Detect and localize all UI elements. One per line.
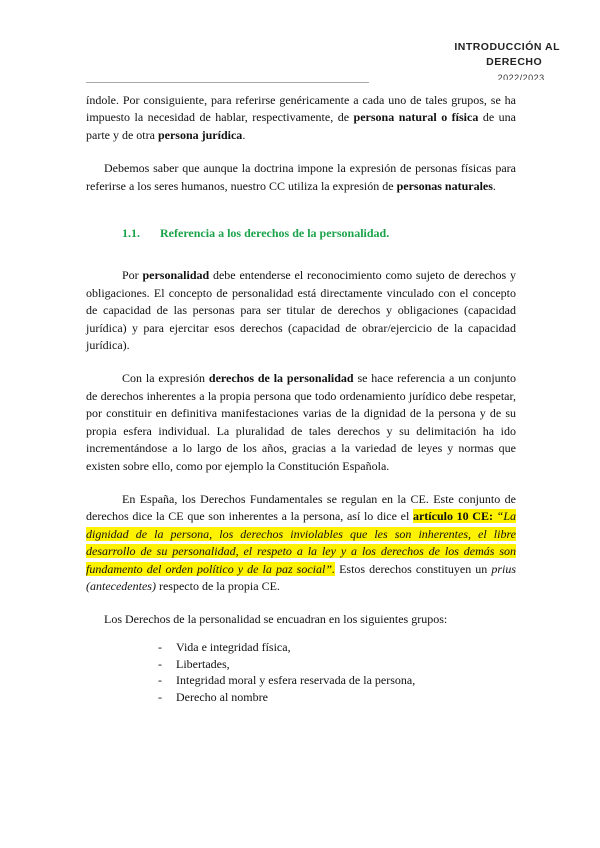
term-persona-juridica: persona jurídica: [157, 127, 243, 142]
paragraph-derechos-personalidad: Con la expresión derechos de la personalidad se hace referencia a un conjunto de derechos inherentes a la propia persona que todo ordenamiento jurídico debe respetar, por constituir en definitiva manifestaciones varias de la dignidad de la persona y de su propia esfera individual. La pluralidad de tales derechos y su delimitación ha ido incrementándose a lo largo de los años, gracias a la variedad de leyes y normas que existen sobre ello, como por ejemplo la Constitución Española.: [86, 371, 516, 473]
list-item: - Vida e integridad física,: [158, 639, 516, 656]
list-item: - Integridad moral y esfera reservada de la persona,: [158, 672, 516, 689]
article-reference: artículo 10 CE:: [412, 509, 493, 524]
header-title-line2: DERECHO: [486, 56, 543, 68]
section-heading: [122, 225, 516, 242]
section-title: Referencia a los derechos de la personalidad.: [160, 226, 390, 241]
term-personalidad: personalidad: [142, 268, 210, 283]
section-number: 1.1.: [122, 226, 140, 241]
header-rule: [86, 82, 369, 83]
article-quote: “La dignidad de la persona, los derechos inviolables que les son inherentes, el libre desarrollo de su personalidad, el respeto a la ley y a los derechos de los demás son fundamento del orden político y de la paz social”.: [86, 509, 516, 576]
page-header: [454, 40, 560, 80]
term-derechos-personalidad: derechos de la personalidad: [208, 371, 354, 386]
term-persona-natural: persona natural o física: [353, 110, 479, 125]
groups-list: [86, 639, 516, 706]
paragraph-personas-naturales: Debemos saber que aunque la doctrina impone la expresión de personas físicas para referirse a los seres humanos, nuestro CC utiliza la expresión de personas naturales.: [86, 161, 516, 193]
list-item: - Libertades,: [158, 656, 516, 673]
term-prius: prius (antecedentes): [86, 561, 516, 593]
term-personas-naturales: personas naturales: [396, 178, 493, 193]
paragraph-articulo-10: En España, los Derechos Fundamentales se regulan en la CE. Este conjunto de derechos dice la CE que son inherentes a la persona, así lo dice el artículo 10 CE: “La dignidad de la persona, los derechos inviolables que les son inherentes, el libre desarrollo de su personalidad, el respeto a la ley y a los derechos de los demás son fundamento del orden político y de la paz social”. Estos derechos constituyen un prius (antecedentes) respecto de la propia CE.: [86, 491, 516, 593]
header-title-line1: INTRODUCCIÓN AL: [454, 41, 560, 53]
paragraph-groups-intro: Los Derechos de la personalidad se encuadran en los siguientes grupos:: [104, 612, 448, 627]
paragraph-personalidad: Por personalidad debe entenderse el reconocimiento como sujeto de derechos y obligaciones. El concepto de personalidad está directamente vinculado con el concepto de capacidad de las personas para ser titular de derechos y obligaciones (capacidad jurídica) y para ejercitar esos derechos (capacidad de obrar/ejercicio de la capacidad jurídica).: [86, 268, 516, 353]
list-item: - Derecho al nombre: [158, 689, 516, 706]
document-body: [86, 92, 516, 706]
paragraph-persona-types: índole. Por consiguiente, para referirse genéricamente a cada uno de tales grupos, se ha impuesto la necesidad de hablar, respectivamente, de persona natural o física de una parte y de otra persona jurídica.: [86, 93, 516, 142]
header-year: 2022/2023: [497, 73, 545, 80]
